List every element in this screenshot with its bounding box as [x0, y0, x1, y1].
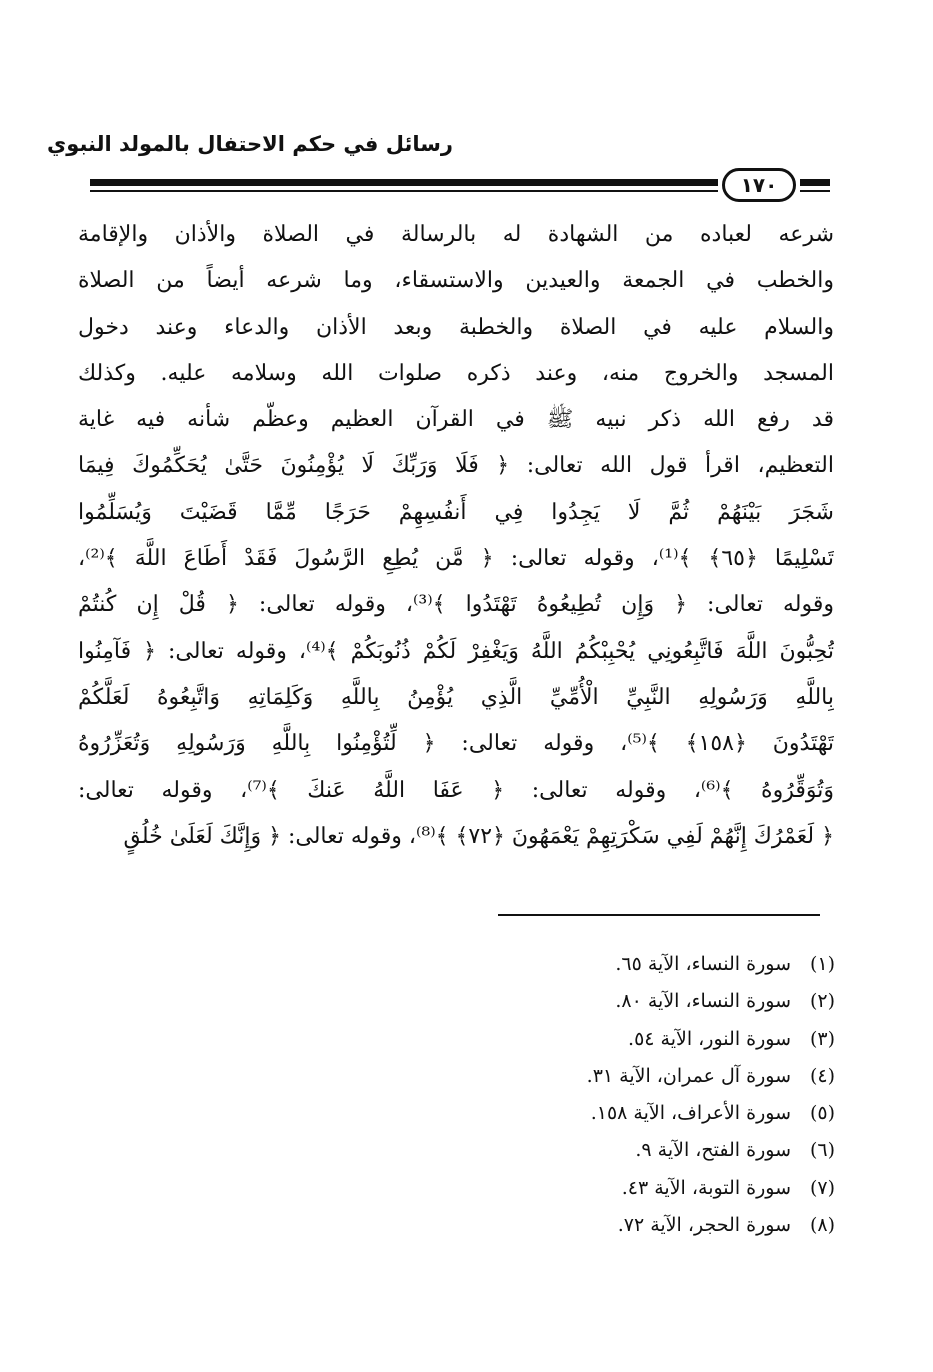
body-line: شَجَرَ بَيْنَهُمْ ثُمَّ لَا يَجِدُوا فِي أَنفُسِهِمْ حَرَجًا مِّمَّا قَضَيْتَ وَيُسَلِّمُوا: [78, 499, 834, 525]
body-line: وقوله تعالى: ﴿ وَإِن تُطِيعُوهُ تَهْتَدُوا ﴾⁽³⁾، وقوله تعالى: ﴿ قُلْ إِن كُنتُمْ: [78, 592, 834, 618]
footnote-text: سورة النساء، الآية ٦٥.: [615, 953, 791, 975]
running-title: رسائل في حكم الاحتفال بالمولد النبوي: [47, 132, 453, 156]
body-text: [78, 212, 834, 860]
footnote-number: (٨): [809, 1214, 835, 1237]
footnote-text: سورة التوبة، الآية ٤٣.: [621, 1176, 791, 1199]
footnote-text: سورة النور، الآية ٥٤.: [628, 1027, 791, 1050]
body-line: قد رفع الله ذكر نبيه ﷺ في القرآن العظيم وعظّم شأنه فيه غاية: [78, 407, 834, 433]
footnote-text: سورة آل عمران، الآية ٣١.: [586, 1064, 791, 1087]
page-number: ١٧٠: [722, 168, 796, 202]
footnote-item: [415, 1170, 835, 1207]
footnote-number: (١): [809, 953, 835, 975]
footnote-number: (٥): [809, 1102, 835, 1125]
body-line: تَهْتَدُونَ ﴿١٥٨﴾ ﴾⁽⁵⁾، وقوله تعالى: ﴿ لِّتُؤْمِنُوا بِاللَّهِ وَرَسُولِهِ وَتُعَزِّرُوهُ: [78, 731, 834, 757]
footnote-number: (٤): [809, 1064, 835, 1087]
footnote-item: [415, 1207, 835, 1244]
body-line: والسلام عليه في الصلاة والخطبة وبعد الأذان والدعاء وعند دخول: [78, 314, 834, 340]
footnote-text: سورة الحجر، الآية ٧٢.: [617, 1214, 791, 1237]
header-rule-thick-line: [800, 179, 830, 186]
header-rule-thick-line: [90, 179, 718, 186]
footnote-number: (٣): [809, 1027, 835, 1050]
body-line: تَسْلِيمًا ﴿٦٥﴾ ﴾⁽¹⁾، وقوله تعالى: ﴿ مَّن يُطِعِ الرَّسُولَ فَقَدْ أَطَاعَ اللَّهَ ﴾⁽²⁾،: [78, 546, 834, 572]
footnote-text: سورة الفتح، الآية ٩.: [635, 1139, 791, 1162]
body-line: وَتُوَقِّرُوهُ ﴾⁽⁶⁾، وقوله تعالى: ﴿ عَفَا اللَّهُ عَنكَ ﴾⁽⁷⁾، وقوله تعالى:: [78, 777, 834, 803]
body-line: ﴿ لَعَمْرُكَ إِنَّهُمْ لَفِي سَكْرَتِهِمْ يَعْمَهُونَ ﴿٧٢﴾ ﴾⁽⁸⁾، وقوله تعالى: ﴿ وَإِنَّكَ لَعَلَىٰ خُلُقٍ: [123, 823, 834, 849]
body-line: المسجد والخروج منه، وعند ذكره صلوات الله وسلامه عليه. وكذلك: [78, 360, 834, 386]
footnote-text: سورة الأعراف، الآية ١٥٨.: [590, 1102, 791, 1125]
footnote-item: [415, 1021, 835, 1058]
header-rule-thin-line: [800, 190, 830, 192]
footnote-separator: [498, 914, 820, 916]
body-line: التعظيم، اقرأ قول الله تعالى: ﴿ فَلَا وَرَبِّكَ لَا يُؤْمِنُونَ حَتَّىٰ يُحَكِّمُوكَ فِيمَا: [78, 453, 834, 479]
footnote-number: (٧): [809, 1176, 835, 1199]
body-line: بِاللَّهِ وَرَسُولِهِ النَّبِيِّ الْأُمِّيِّ الَّذِي يُؤْمِنُ بِاللَّهِ وَكَلِمَاتِهِ وَاتَّبِعُوهُ لَعَلَّكُمْ: [78, 684, 834, 710]
header-rule-thin-line: [90, 190, 718, 192]
header-rule-left: [90, 178, 718, 198]
footnotes: [415, 946, 835, 1244]
footnote-number: (٦): [809, 1139, 835, 1162]
footnote-number: (٢): [809, 990, 835, 1013]
footnote-item: [415, 1058, 835, 1095]
footnote-item: [415, 983, 835, 1020]
footnote-text: سورة النساء، الآية ٨٠.: [615, 990, 791, 1013]
footnote-item: [415, 946, 835, 983]
header-rule-right: [800, 178, 830, 198]
footnote-item: [415, 1095, 835, 1132]
body-line: شرعه لعباده من الشهادة له بالرسالة في الصلاة والأذان والإقامة: [78, 222, 834, 247]
body-line: تُحِبُّونَ اللَّهَ فَاتَّبِعُونِي يُحْبِبْكُمُ اللَّهُ وَيَغْفِرْ لَكُمْ ذُنُوبَكُمْ ﴾⁽⁴⁾، وقوله تعالى: ﴿ فَآمِنُوا: [78, 638, 834, 664]
header-rule: [90, 178, 830, 198]
footnote-item: [415, 1132, 835, 1169]
body-line: والخطب في الجمعة والعيدين والاستسقاء، وما شرعه أيضاً من الصلاة: [78, 268, 834, 294]
